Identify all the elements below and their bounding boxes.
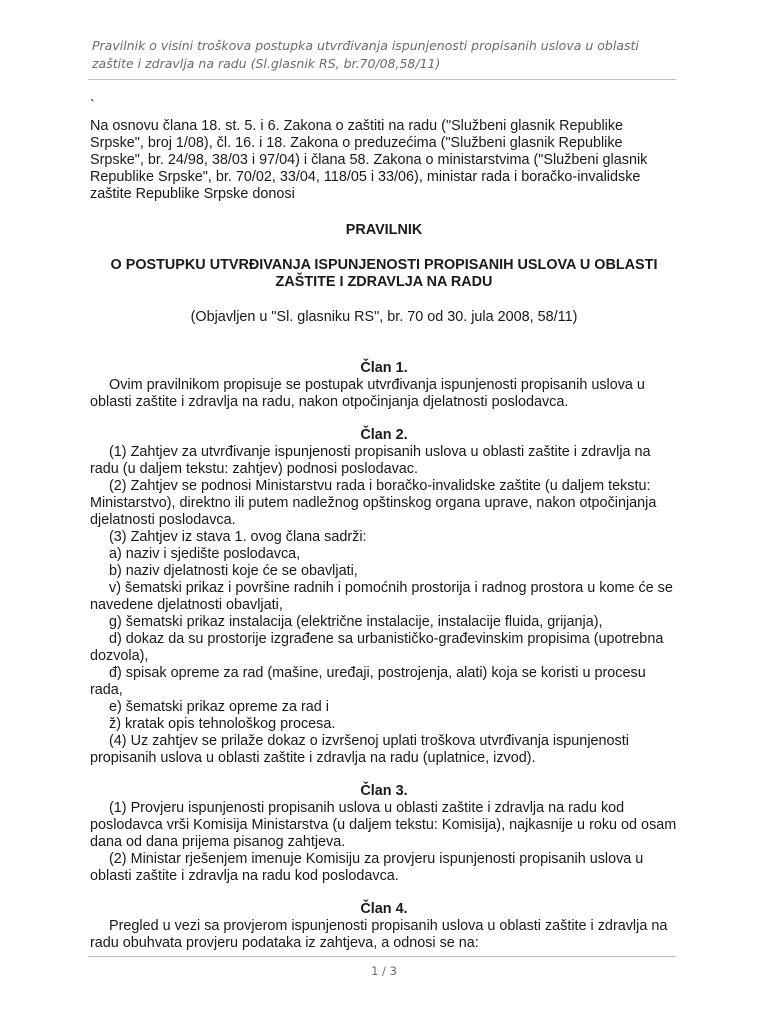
list-item: a) naziv i sjedište poslodavca, bbox=[109, 546, 301, 562]
list-item: d) dokaz da su prostorije izgrađene sa urbanističko-građevinskim propisima (upotrebna dozvola), bbox=[90, 631, 664, 664]
article-heading: Član 1. bbox=[360, 360, 408, 376]
article-paragraph: (2) Ministar rješenjem imenuje Komisiju za provjeru ispunjenosti propisanih uslova u oblasti zaštite i zdravlja na radu kod poslodavca. bbox=[90, 851, 644, 884]
header-divider bbox=[88, 79, 676, 80]
article-heading: Član 2. bbox=[360, 427, 408, 443]
document-body bbox=[90, 98, 678, 952]
article-3 bbox=[90, 783, 678, 885]
list-item: e) šematski prikaz opreme za rad i bbox=[109, 699, 329, 715]
list-item: đ) spisak opreme za rad (mašine, uređaji, postrojenja, alati) koja se koristi u procesu rada, bbox=[90, 665, 646, 698]
document-title: PRAVILNIK bbox=[345, 222, 423, 238]
article-paragraph: (4) Uz zahtjev se prilaže dokaz o izvršenoj uplati troškova utvrđivanja ispunjenosti propisanih uslova u oblasti zaštite i zdravlja na radu (uplatnice, izvod). bbox=[90, 733, 629, 766]
stray-mark: ` bbox=[90, 98, 95, 114]
list-item: ž) kratak opis tehnološkog procesa. bbox=[109, 716, 336, 732]
article-heading: Član 3. bbox=[360, 783, 408, 799]
footer-divider bbox=[88, 956, 676, 957]
preamble: Na osnovu člana 18. st. 5. i 6. Zakona o zaštiti na radu ("Službeni glasnik Republike Srpske", broj 1/08), čl. 16. i 18. Zakona o preduzećima ("Službeni glasnik Republike Srpske", br. 24/98, 38/03 i 97/04) i člana 58. Zakona o ministarstvima ("Službeni glasnik Republike Srpske", br. 70/02, 33/04, 118/05 i 33/06), ministar rada i boračko-invalidske zaštite Republike Srpske donosi bbox=[90, 118, 648, 202]
article-1 bbox=[90, 360, 678, 411]
list-item: b) naziv djelatnosti koje će se obavljati, bbox=[109, 563, 358, 579]
article-paragraph: Ovim pravilnikom propisuje se postupak utvrđivanja ispunjenosti propisanih uslova u oblasti zaštite i zdravlja na radu, nakon otpočinjanja djelatnosti poslodavca. bbox=[90, 377, 645, 410]
page-indicator: 1 / 3 bbox=[371, 964, 397, 978]
running-header: Pravilnik o visini troškova postupka utvrđivanja ispunjenosti propisanih uslova u oblasti zaštite i zdravlja na radu (Sl.glasnik RS, br.70/08,58/11) bbox=[92, 38, 639, 71]
article-paragraph: (3) Zahtjev iz stava 1. ovog člana sadrži: bbox=[109, 529, 367, 545]
document-subtitle: O POSTUPKU UTVRĐIVANJA ISPUNJENOSTI PROPISANIH USLOVA U OBLASTI ZAŠTITE I ZDRAVLJA NA RADU bbox=[110, 257, 658, 290]
list-item: v) šematski prikaz i površine radnih i pomoćnih prostorija i radnog prostora u kome će se navedene djelatnosti obavljati, bbox=[90, 580, 673, 613]
publication-note: (Objavljen u "Sl. glasniku RS", br. 70 od 30. jula 2008, 58/11) bbox=[190, 309, 578, 325]
article-2 bbox=[90, 427, 678, 767]
article-4 bbox=[90, 901, 678, 952]
article-heading: Član 4. bbox=[360, 901, 408, 917]
article-paragraph: (2) Zahtjev se podnosi Ministarstvu rada i boračko-invalidske zaštite (u daljem tekstu: Ministarstvo), direktno ili putem nadležnog opštinskog organa uprave, nakon otpočinjanja djelatnosti poslodavca. bbox=[90, 478, 657, 528]
list-item: g) šematski prikaz instalacija (električne instalacije, instalacije fluida, grijanja), bbox=[109, 614, 603, 630]
article-paragraph: (1) Zahtjev za utvrđivanje ispunjenosti propisanih uslova u oblasti zaštite i zdravlja na radu (u daljem tekstu: zahtjev) podnosi poslodavac. bbox=[90, 444, 651, 477]
article-paragraph: Pregled u vezi sa provjerom ispunjenosti propisanih uslova u oblasti zaštite i zdravlja na radu obuhvata provjeru podataka iz zahtjeva, a odnosi se na: bbox=[90, 918, 668, 951]
article-paragraph: (1) Provjeru ispunjenosti propisanih uslova u oblasti zaštite i zdravlja na radu kod poslodavca vrši Komisija Ministarstva (u daljem tekstu: Komisija), najkasnije u roku od osam dana od dana prijema pisanog zahtjeva. bbox=[90, 800, 677, 850]
